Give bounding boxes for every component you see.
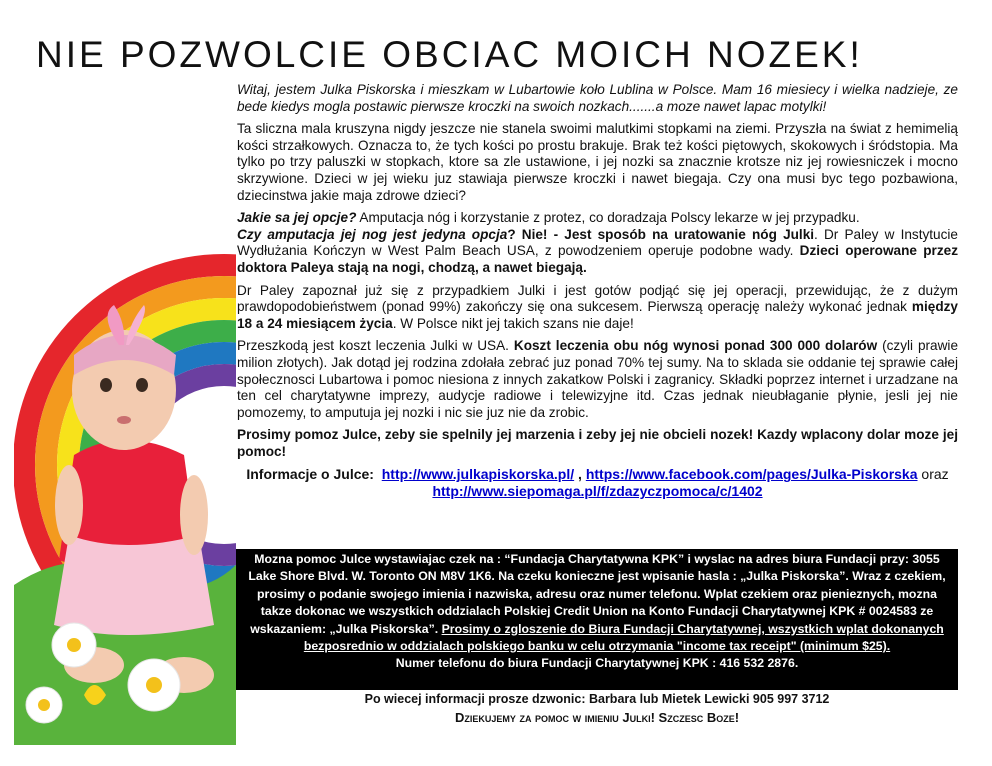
- thank-you-line: [236, 710, 958, 725]
- paragraph-cost: [237, 338, 958, 421]
- paragraph-options: [237, 210, 958, 276]
- operation-text: Dr Paley zapoznał już się z przypadkiem Julki i jest gotów podjąć się jej operacji, przewidując, że z dużym prawdopodobieństwem (ponad 99%) zakończy się ona sukcesem. Pierwszą operację należy wykonać jednak: [237, 282, 958, 315]
- info-links: [237, 466, 958, 499]
- child-photo-illustration: [14, 205, 236, 745]
- cost-text: (czyli prawie milion złotych). Jak dotąd jej rodzina zdołała zebrać juz ponad 70% tej sumy. Na to sklada sie oddanie tej sprawie całej społecznosci Lubartowa i pomoc niesiona z innych zakatkow Polski i zagranicy. Składki poprzez internet i urzadzane na ten cel charytatywne imprezy, audycje radiowe i telewizyjne itd. Czas jednak nieubłaganie płynie, jesli jej nie pomozemy, to amputuja jej nozki i nic sie juz nie da zrobic.: [237, 338, 959, 420]
- appeal-text: Prosimy pomoz Julce, zeby sie spelnily jej marzenia i zeby jej nie obcieli nozek! Kazdy wplacony dolar moze jej pomoc!: [237, 427, 958, 459]
- operation-age: między 18 a 24 miesiącem życia: [237, 299, 958, 331]
- paragraph-appeal: [237, 427, 958, 460]
- options-text: Amputacja nóg i korzystanie z protez, co doradzaja Polscy lekarze w jej przypadku.: [356, 210, 860, 226]
- cost-amount: Koszt leczenia obu nóg wynosi ponad 300 000 dolarów: [513, 338, 878, 354]
- link-separator: ,: [574, 466, 586, 483]
- paley-text: . Dr Paley w Instytucie Wydłużania Kończyn w West Palm Beach USA, z powodzeniem operuje podobne wady.: [237, 226, 958, 259]
- contact-info: Po wiecej informacji prosze dzwonic: Barbara lub Mietek Lewicki 905 997 3712: [364, 692, 830, 706]
- info-label: Informacje o Julce:: [246, 466, 374, 483]
- paley-result: Dzieci operowane przez doktora Paleya stają na nogi, chodzą, a nawet biegają.: [237, 243, 958, 275]
- page-title: NIE POZWOLCIE OBCIAC MOICH NOZEK!: [36, 34, 863, 75]
- thank-you-text: Dziekujemy za pomoc w imieniu Julki! Szczesc Boze!: [454, 710, 740, 725]
- options-question: Jakie sa jej opcje?: [237, 210, 357, 226]
- operation-text-end: . W Polsce nikt jej takich szans nie daje!: [392, 315, 634, 331]
- foundation-phone: Numer telefonu do biura Fundacji Charytatywnej KPK : 416 532 2876.: [395, 656, 799, 671]
- paragraph-operation: [237, 283, 958, 333]
- intro-paragraph: Witaj, jestem Julka Piskorska i mieszkam w Lubartowie koło Lublina w Polsce. Mam 16 miesiecy i wielka nadzieje, ze bede kiedys mogla postawic pierwsze kroczki na swoich nozkach.......a moze nawet lapac motylki!: [237, 82, 958, 114]
- paragraph-condition: Ta sliczna mala kruszyna nigdy jeszcze nie stanela swoimi malutkimi stopkami na ziemi. Przyszła na świat z hemimelią kości strzałkowych. Oznacza to, że tych kości po prostu brakuje. Brak też kości piętowych, skokowych i śródstopia. Ma tylko po trzy paluszki w stopkach, ktore sa zle ustawione, i jej nozki sa znacznie krotsze niz jej rowiesniczek i mocno skrzywione. Dzieci w jej wieku juz stawiaja pierwsze kroczki i nawet biegaja. Czy ona musi byc tego pozbawiona, dziecinstwa jakie maja zdrowe dzieci?: [237, 121, 958, 203]
- donation-instructions-box: [236, 549, 958, 690]
- link-facebook[interactable]: https://www.facebook.com/pages/Julka-Piskorska: [585, 466, 918, 483]
- link-julkapiskorska[interactable]: http://www.julkapiskorska.pl/: [381, 466, 575, 483]
- amputation-answer: ? Nie! - Jest sposób na uratowanie nóg Julki: [507, 226, 815, 242]
- tax-receipt-notice: Prosimy o zgloszenie do Biura Fundacji Charytatywnej, wszystkich wplat dokonanych bezposrednio w oddzialach polskiego banku w celu otrzymania "income tax receipt" (minimum $25).: [303, 621, 944, 654]
- article-body: [237, 82, 958, 506]
- amputation-question: Czy amputacja jej nog jest jedyna opcja: [237, 226, 508, 242]
- donation-text: Mozna pomoc Julce wystawiajac czek na : “Fundacja Charytatywna KPK” i wyslac na adres biura Fundacji przy: 3055 Lake Shore Blvd. W. Toronto ON M8V 1K6. Na czeku konieczne jest wpisanie hasla : „Julka Piskorska”. Wraz z czekiem, prosimy o podanie swojego imienia i nazwiska, adresu oraz numer telefonu. Wplat czekiem oraz pienieznych, mozna takze dokonac we wszystkich oddzialach Polskiej Credit Union na Konto Fundacji Charytatywnej KPK # 0024583 ze wskazaniem: „Julka Piskorska”.: [248, 552, 946, 636]
- cost-intro: Przeszkodą jest koszt leczenia Julki w USA.: [237, 338, 514, 354]
- oraz-text: oraz: [917, 466, 949, 483]
- link-siepomaga[interactable]: http://www.siepomaga.pl/f/zdazyczpomoca/c/1402: [432, 483, 763, 500]
